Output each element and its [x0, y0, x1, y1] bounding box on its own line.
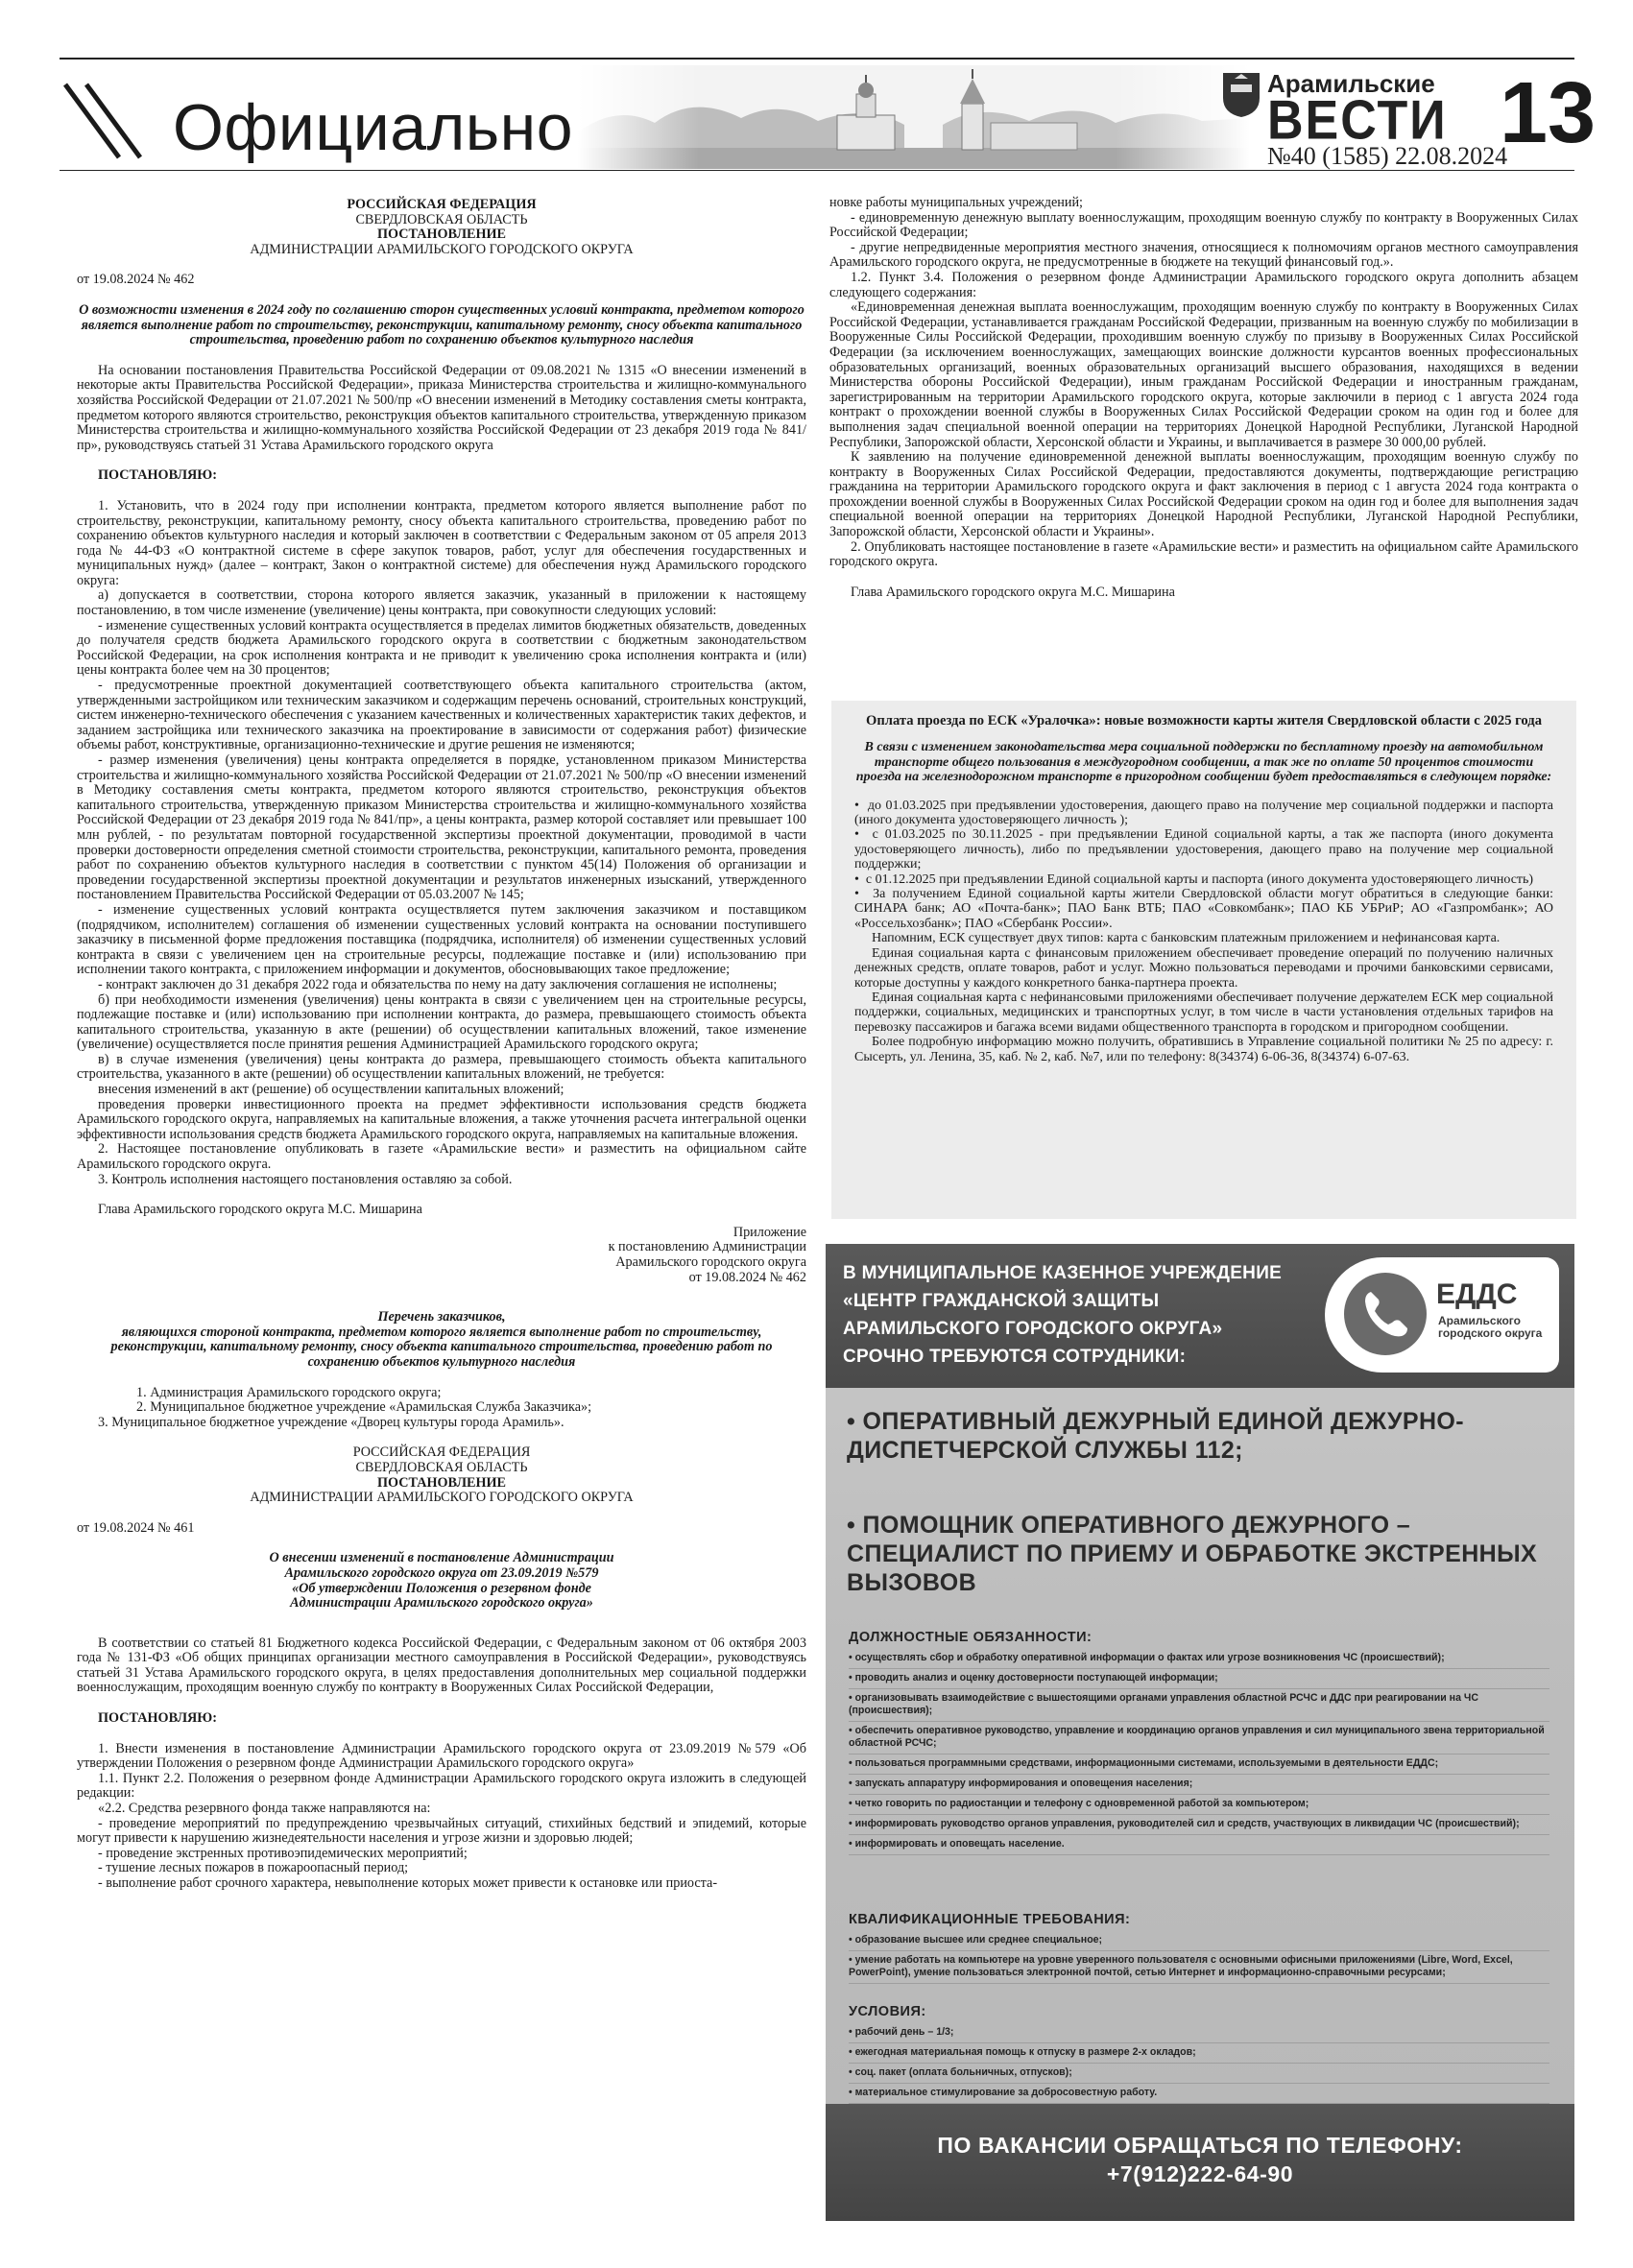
doc1-signature: Глава Арамильского городского округа М.С. Мишарина [98, 1202, 422, 1218]
ad-header-text [843, 1259, 1304, 1371]
duty-item: • пользоваться программными средствами, информационными системами, используемыми в деятельности ЕДДС; [849, 1755, 1549, 1775]
job-advertisement [826, 1244, 1574, 2221]
doc2-cont-paragraph: К заявлению на получение единовременной денежной выплаты военнослужащим, проходящим военную службу по контракту в Вооруженных Силах Российской Федерации, предоставляются документы, подтверждающие регистрацию гражданина на территории Арамильского городского округа и факт заключения в период с 1 августа 2024 года контракта о прохождении военной службы в Вооруженных Силах Российской Федерации сроком на один год и более для выполнения задач специальной военной операции на территориях Донецкой Народной Республики, Луганской Народной Республики, Запорожской области, Херсонской области и Украины». [829, 449, 1578, 540]
doc2-cont-paragraph: «Единовременная денежная выплата военнослужащим, проходящим военную службу по контракту в Вооруженных Силах Российской Федерации, устанавливается гражданам Российской Федерации, призванным на военную службу по мобилизации в Вооруженные Силы Российской Федерации, проходившим военную службу по призыву в Вооруженных Силах Российской Федерации (за исключением военнослужащих, замещающих воинские должности курсантов военных профессиональных образовательных организаций, военных образовательных организаций высшего образования, находящихся в ведении Министерства обороны Российской Федерации), иным гражданам Российской Федерации и иностранным гражданам, зарегистрированным на территории Арамильского городского округа, которые заключили в период с 1 августа 2024 года контракт о прохождении военной службы в Вооруженных Силах Российской Федерации сроком на один год и более для выполнения задач специальной военной операции на территориях Донецкой Народной Республики, Луганской Народной Республики, Запорожской области, Херсонской области и Украины, и выплачивается в размере 30 000,00 рублей. [829, 299, 1578, 450]
duty-item: • запускать аппаратуру информирования и оповещения населения; [849, 1775, 1549, 1795]
coat-of-arms-icon [1221, 71, 1261, 119]
double-slash-icon [61, 81, 148, 161]
conditions-title: УСЛОВИЯ: [849, 2004, 926, 2019]
ad-header-line: АРАМИЛЬСКОГО ГОРОДСКОГО ОКРУГА» [843, 1319, 1223, 1339]
edds-title: ЕДДС [1436, 1278, 1518, 1310]
qualification-item: • умение работать на компьютере на уровне уверенного пользователя с основными офисными приложениями (Libre, Word, Excel, PowerPoint), умение пользоваться электронной почтой, сетью Интернет и информационно-справочными ресурсами; [849, 1951, 1549, 1984]
doc1-paragraph: 1. Установить, что в 2024 году при исполнении контракта, предметом которого является выполнение работ по строительству, реконструкции, капитальному ремонту, сносу объекта капитального строительства, проведению работ по сохранению объектов культурного наследия и который заключен в соответствии с Федеральным законом от 05 апреля 2013 года № 44-ФЗ «О контрактной системе в сфере закупок товаров, работ, услуг для обеспечения государственных и муниципальных нужд» (далее – контракт, Закон о контрактной системе) для обеспечения нужд Арамильского городского округа: [77, 497, 806, 588]
doc2-title-line: Администрации Арамильского городского округа» [290, 1595, 593, 1611]
right-column [829, 196, 1578, 600]
duties-list [849, 1649, 1549, 1855]
appendix-line: Арамильского городского округа [615, 1254, 806, 1270]
doc2-region: СВЕРДЛОВСКАЯ ОБЛАСТЬ [355, 1459, 528, 1475]
doc2-paragraph: 1. Внести изменения в постановление Администрации Арамильского городского округа от 23.09.2019 №579 «Об утверждении Положения о резервном фонде Администрации Арамильского городского округа» [77, 1740, 806, 1772]
conditions-list [849, 2023, 1549, 2104]
duties-title: ДОЛЖНОСТНЫЕ ОБЯЗАННОСТИ: [849, 1630, 1093, 1645]
duty-item: • четко говорить по радиостанции и телефону с одновременной работой за компьютером; [849, 1795, 1549, 1815]
doc1-issuer: АДМИНИСТРАЦИИ АРАМИЛЬСКОГО ГОРОДСКОГО ОКРУГА [250, 241, 634, 257]
doc2-country: РОССИЙСКАЯ ФЕДЕРАЦИЯ [352, 1444, 531, 1461]
doc2-resolve: ПОСТАНОВЛЯЮ: [98, 1710, 218, 1727]
doc2-paragraph: - тушение лесных пожаров в пожароопасный период; [98, 1860, 409, 1876]
left-column [77, 198, 806, 1892]
duty-item: • осуществлять сбор и обработку оперативной информации о фактах или угрозе возникновения ЧС (происшествий); [849, 1649, 1549, 1669]
appendix-item: 3. Муниципальное бюджетное учреждение «Дворец культуры города Арамиль». [98, 1414, 564, 1430]
notice-bullet: • с 01.03.2025 по 30.11.2025 - при предъявлении Единой социальной карты, а так же паспорта (иного документа удостоверяющего личность), либо по предъявлении удостоверения, дающего право на получение мер социальной поддержки; [854, 827, 1553, 871]
condition-item: • соц. пакет (оплата больничных, отпусков); [849, 2064, 1549, 2084]
doc2-title-line: О внесении изменений в постановление Администрации [269, 1550, 614, 1566]
doc1-country: РОССИЙСКАЯ ФЕДЕРАЦИЯ [347, 197, 537, 212]
duty-item: • обеспечить оперативное руководство, управление и координацию органов управления и сил муниципального звена территориальной областной РСЧС; [849, 1722, 1549, 1755]
condition-item: • ежегодная материальная помощь к отпуску в размере 2-х окладов; [849, 2043, 1549, 2064]
doc1-paragraph: внесения изменений в акт (решение) об осуществлении капитальных вложений; [98, 1082, 564, 1098]
doc1-paragraph: - изменение существенных условий контракта осуществляется в пределах лимитов бюджетных обязательств, доведенных до получателя средств бюджета Арамильского городского округа в соответствии с бюджетным законодательством Российской Федерации, на срок исполнения контракта и не приводит к увеличению срока исполнения контракта и (или) цены контракта более чем на 30 процентов; [77, 617, 806, 679]
newspaper-name-top: Арамильские [1267, 69, 1435, 98]
notice-lead: В связи с изменением законодательства мера социальной поддержки по бесплатному проезду на автомобильном транспорте общего пользования в междугородном сообщении, а так же по оплате 50 процентов стоимости проезда на железнодорожном транспорте в пригородном сообщении будет предоставляться в следующем порядке: [855, 740, 1552, 785]
appendix-item: 2. Муниципальное бюджетное учреждение «Арамильская Служба Заказчика»; [136, 1399, 592, 1416]
ad-header-line: В МУНИЦИПАЛЬНОЕ КАЗЕННОЕ УЧРЕЖДЕНИЕ [843, 1263, 1283, 1283]
ad-contact-band [826, 2104, 1574, 2221]
doc1-intro: На основании постановления Правительства Российской Федерации от 09.08.2021 № 1315 «О внесении изменений в некоторые акты Правительства Российской Федерации», приказа Министерства строительства и жилищно-коммунального хозяйства Российской Федерации от 21.07.2021 № 500/пр «О внесении изменений в Методику составления сметы контракта, предметом которого являются строительство, реконструкция объектов капитального строительства, утвержденную приказом Министерства строительства и жилищно-коммунального хозяйства Российской Федерации от 23 декабря 2019 года № 841/пр», руководствуясь статьей 31 Устава Арамильского городского округа [77, 362, 806, 453]
doc2-signature: Глава Арамильского городского округа М.С. Мишарина [851, 584, 1175, 600]
doc1-type: ПОСТАНОВЛЕНИЕ [376, 227, 507, 243]
ad-header-band [826, 1244, 1574, 1388]
qualifications-list [849, 1931, 1549, 1984]
contact-phone: +7(912)222-64-90 [1106, 2161, 1294, 2186]
doc1-paragraph: - размер изменения (увеличения) цены контракта определяется в порядке, установленном приказом Министерства строительства и жилищно-коммунального хозяйства Российской Федерации от 21.07.2021 № 500/пр «О внесении изменений в Методику составления сметы контракта, предметом которого являются строительство, реконструкция объектов капитального строительства, утвержденную приказом Министерства строительства и жилищно-коммунального хозяйства Российской Федерации от 23 декабря 2019 года № 841/пр», а цены контракта, размер которой составляет или превышает 100 млн рублей, - по результатам повторной государственной экспертизы проектной документации, проводимой в части проверки достоверности определения сметной стоимости строительства, реконструкции, капитального ремонта, проведения работ по сохранению объектов культурного наследия в соответствии с пунктом 45(14) Положения об организации и проведении государственной экспертизы проектной документации и результатов инженерных изысканий, утвержденного постановлением Правительства Российской Федерации от 05.03.2007 № 145; [77, 752, 806, 903]
doc2-issuer: АДМИНИСТРАЦИИ АРАМИЛЬСКОГО ГОРОДСКОГО ОКРУГА [250, 1490, 634, 1506]
doc1-paragraph: проведения проверки инвестиционного проекта на предмет эффективности использования средств бюджета Арамильского городского округа, направляемых на капитальные вложения, а также уточнения расчета интегральной оценки эффективности использования средств бюджета Арамильского городского округа, направляемых на капитальные вложения. [77, 1096, 806, 1142]
appendix-line: от 19.08.2024 № 462 [688, 1269, 806, 1285]
condition-item: • рабочий день – 1/3; [849, 2023, 1549, 2043]
condition-item: • материальное стимулирование за добросовестную работу. [849, 2084, 1549, 2104]
issue-info: №40 (1585) 22.08.2024 [1267, 142, 1508, 170]
duty-item: • информировать руководство органов управления, руководителей сил и средств, участвующих в ликвидации ЧС (происшествий); [849, 1815, 1549, 1835]
doc2-paragraph: - выполнение работ срочного характера, невыполнение которых может привести к остановке или приоста- [98, 1875, 718, 1891]
doc2-intro: В соответствии со статьей 81 Бюджетного кодекса Российской Федерации, с Федеральным законом от 06 октября 2003 года № 131-ФЗ «Об общих принципах организации местного самоуправления в Российской Федерации», руководствуясь статьей 31 Устава Арамильского городского округа, в целях предоставления дополнительных мер социальной поддержки военнослужащим, проходящим военную службу по контракту в Вооруженных Силах Российской Федерации, [77, 1635, 806, 1696]
doc2-paragraph: - проведение мероприятий по предупреждению чрезвычайных ситуаций, стихийных бедствий и эпидемий, которые могут привести к нарушению жизнедеятельности населения и угрозе жизни и здоровью людей; [77, 1815, 806, 1847]
duty-item: • проводить анализ и оценку достоверности поступающей информации; [849, 1669, 1549, 1689]
page-number: 13 [1500, 65, 1597, 161]
duty-item: • информировать и оповещать население. [849, 1835, 1549, 1855]
doc2-title-line: «Об утверждении Положения о резервном фонде [292, 1580, 591, 1596]
appendix-title: Перечень заказчиков, [377, 1309, 506, 1325]
ad-position-2: • ПОМОЩНИК ОПЕРАТИВНОГО ДЕЖУРНОГО – СПЕЦИАЛИСТ ПО ПРИЕМУ И ОБРАБОТКЕ ЭКСТРЕННЫХ ВЫЗОВОВ [847, 1512, 1538, 1596]
doc2-cont-paragraph: - другие непредвиденные мероприятия местного значения, относящиеся к полномочиям органов местного самоуправления Арамильского городского округа, не предусмотренные в бюджете на текущий финансовый год.». [829, 239, 1578, 271]
section-title: Официально [173, 91, 574, 164]
esk-notice-box [831, 701, 1576, 1219]
notice-bullet: • с 01.12.2025 при предъявлении Единой социальной карты и паспорта (иного документа удостоверяющего личность) [854, 872, 1553, 887]
phone-icon [1344, 1273, 1427, 1355]
doc2-date: от 19.08.2024 № 461 [77, 1519, 195, 1536]
appendix-line: к постановлению Администрации [608, 1239, 806, 1255]
doc1-paragraph: а) допускается в соответствии, сторона которого является заказчик, указанный в приложении к настоящему постановлению, в том числе изменение (увеличение) цены контракта, при совокупности следующих условий: [77, 587, 806, 619]
doc1-region: СВЕРДЛОВСКАЯ ОБЛАСТЬ [355, 211, 528, 227]
appendix-item: 1. Администрация Арамильского городского округа; [136, 1384, 442, 1400]
contact-label: ПО ВАКАНСИИ ОБРАЩАТЬСЯ ПО ТЕЛЕФОНУ: [937, 2133, 1463, 2158]
doc2-type: ПОСТАНОВЛЕНИЕ [376, 1474, 507, 1491]
duty-item: • организовывать взаимодействие с вышестоящими органами управления областной РСЧС и ДДС при реагировании на ЧС (происшествия); [849, 1689, 1549, 1722]
doc1-paragraph: - контракт заключен до 31 декабря 2022 года и обязательства по нему на дату заключения соглашения не исполнены; [98, 976, 778, 992]
doc1-paragraph: - предусмотренные проектной документацией соответствующего объекта капитального строительства (актом, утвержденными застройщиком или техническим заказчиком и содержащим перечень оснований, строительных конструкций, систем инженерно-технического обеспечения с указанием качественных и количественных характеристик таких дефектов, и заданием застройщика или технического заказчика на проектирование в зависимости от содержания работ) физические объемы работ, конструктивные, организационно-технические и другие решения не изменяются; [77, 678, 806, 753]
notice-paragraph: Напомним, ЕСК существует двух типов: карта с банковским платежным приложением и нефинансовая карта. [872, 931, 1501, 946]
doc1-paragraph: 3. Контроль исполнения настоящего постановления оставляю за собой. [98, 1171, 513, 1187]
notice-bullet: • до 01.03.2025 при предъявлении удостоверения, дающего право на получение мер социальной поддержки и паспорта (иного документа удостоверяющего личность ); [854, 799, 1553, 828]
newspaper-logo [1192, 60, 1597, 171]
edds-subtitle: Арамильского городского округа [1438, 1314, 1543, 1340]
doc1-title: О возможности изменения в 2024 году по соглашению сторон существенных условий контракта, предметом которого является выполнение работ по строительству, реконструкции, капитальному ремонту, сносу объекта капитального строительства, проведению работ по сохранению объектов культурного наследия [79, 301, 804, 348]
ad-position-1: • ОПЕРАТИВНЫЙ ДЕЖУРНЫЙ ЕДИНОЙ ДЕЖУРНО-ДИСПЕТЧЕРСКОЙ СЛУЖБЫ 112; [847, 1408, 1465, 1464]
town-photo [578, 65, 1250, 169]
notice-paragraph: Единая социальная карта с нефинансовыми приложениями обеспечивает получение держателем ЕСК мер социальной поддержки, социальных, медицинских и транспортных услуг, в том числе в части установления отдельных тарифов на перевозку пассажиров и багажа всеми видами общественного транспорта в городском и пригородном сообщении. [854, 990, 1553, 1035]
ad-contact [826, 2131, 1574, 2188]
ad-header-line: «ЦЕНТР ГРАЖДАНСКОЙ ЗАЩИТЫ [843, 1291, 1160, 1311]
edds-logo [1325, 1257, 1559, 1373]
doc1-paragraph: 2. Настоящее постановление опубликовать в газете «Арамильские вести» и разместить на официальном сайте Арамильского городского округа. [77, 1141, 806, 1173]
page-header [60, 58, 1597, 171]
doc1-resolve: ПОСТАНОВЛЯЮ: [98, 467, 218, 484]
doc2-cont-paragraph: 1.2. Пункт 3.4. Положения о резервном фонде Администрации Арамильского городского округа дополнить абзацем следующего содержания: [829, 269, 1578, 300]
doc1-paragraph: б) при необходимости изменения (увеличения) цены контракта в связи с увеличением цен на строительные ресурсы, подлежащие поставке и (или) использованию при исполнении контракта, до размера, превышающего стоимость объекта капитального строительства, указанную в акте (решении) об осуществлении капитальных вложений, такое изменение (увеличение) осуществляется после принятия решения Администрацией Арамильского городского округа; [77, 991, 806, 1053]
doc2-paragraph: «2.2. Средства резервного фонда также направляются на: [98, 1801, 431, 1817]
notice-paragraph: Более подробную информацию можно получить, обратившись в Управление социальной политики № 25 по адресу: г. Сысерть, ул. Ленина, 35, каб. № 2, каб. №7, или по телефону: 8(34374) 6-06-36, 8(34374) 6-07-63. [854, 1035, 1553, 1064]
doc2-cont-paragraph: новке работы муниципальных учреждений; [829, 195, 1083, 210]
doc2-paragraph: - проведение экстренных противоэпидемических мероприятий; [98, 1845, 468, 1861]
notice-paragraph: Единая социальная карта с финансовым приложением обеспечивает проведение операций по получению наличных денежных средств, оплате товаров, работ и услуг. Можно пользоваться переводами и прочими банковскими сервисами, которые доступны у каждого конкретного банка-партнера проекта. [854, 945, 1553, 991]
appendix-subtitle: являющихся стороной контракта, предметом которого является выполнение работ по строительству, реконструкции, капитальному ремонту, сносу объекта капитального строительства, проведению работ по сохранению объектов культурного наследия [110, 1324, 773, 1370]
qualification-item: • образование высшее или среднее специальное; [849, 1931, 1549, 1951]
doc1-paragraph: - изменение существенных условий контракта осуществляется путем заключения заказчиком и поставщиком (подрядчиком, исполнителем) соглашения об изменении существенных условий контракта на основании поступившего заказчику в письменной форме предложения поставщика (подрядчика, исполнителя) об изменении существенных условий контракта в связи с увеличением цен на строительные ресурсы, подлежащие поставке и (или) использованию при исполнении такого контракта, с приложением информации и документов, обосновывающих такое предложение; [77, 901, 806, 978]
notice-bullet: • За получением Единой социальной карты жители Свердловской области могут обратиться в следующие банки: СИНАРА банк; АО «Почта-банк»; ПАО Банк ВТБ; ПАО «Совкомбанк»; ПАО КБ УБРиР; АО «Газпромбанк»; АО «Россельхозбанк»; ПАО «Сбербанк России». [854, 887, 1553, 931]
notice-title: Оплата проезда по ЕСК «Уралочка»: новые возможности карты жителя Свердловской области с 2025 года [866, 713, 1542, 728]
doc2-title-line: Арамильского городского округа от 23.09.2019 №579 [284, 1564, 599, 1581]
doc2-paragraph: 1.1. Пункт 2.2. Положения о резервном фонде Администрации Арамильского городского округа изложить в следующей редакции: [77, 1770, 806, 1802]
newspaper-name-main: ВЕСТИ [1267, 90, 1448, 152]
ad-header-line: СРОЧНО ТРЕБУЮТСЯ СОТРУДНИКИ: [843, 1347, 1187, 1367]
doc2-cont-paragraph: 2. Опубликовать настоящее постановление в газете «Арамильские вести» и разместить на официальном сайте Арамильского городского округа. [829, 538, 1578, 570]
doc2-cont-paragraph: - единовременную денежную выплату военнослужащим, проходящим военную службу по контракту в Вооруженных Силах Российской Федерации; [829, 209, 1578, 241]
doc1-paragraph: в) в случае изменения (увеличения) цены контракта до размера, превышающего стоимость объекта капитального строительства, указанного в акте (решении) об осуществлении капитальных вложений, не требуется: [77, 1051, 806, 1083]
appendix-line: Приложение [732, 1224, 806, 1240]
qualifications-title: КВАЛИФИКАЦИОННЫЕ ТРЕБОВАНИЯ: [849, 1912, 1131, 1927]
doc1-date: от 19.08.2024 № 462 [77, 272, 195, 288]
